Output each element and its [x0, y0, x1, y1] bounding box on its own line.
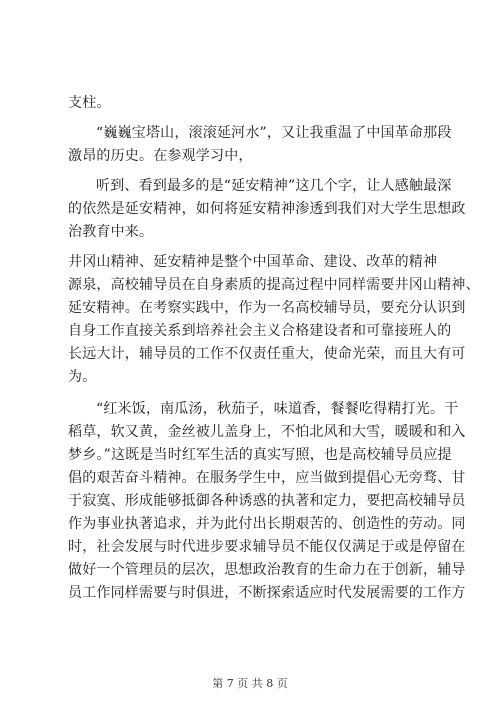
text-line: 作为事业执著追求，并为此付出长期艰苦的、创造性的劳动。同 [68, 516, 466, 532]
text-line: 支柱。 [68, 95, 111, 111]
text-line: 自身工作直接关系到培养社会主义合格建设者和可靠接班人的 [68, 323, 452, 339]
text-line: 做好一个管理员的层次，思想政治教育的生命力在于创新，辅导 [68, 562, 466, 578]
text-line: 听到、看到最多的是“延安精神”这几个字，让人感触最深 [96, 178, 452, 194]
text-line: 稻草，软又黄，金丝被儿盖身上，不怕北风和大雪，暖暖和和入 [68, 424, 466, 440]
text-line: 激昂的历史。在参观学习中， [68, 148, 253, 164]
text-line: 井冈山精神、延安精神是整个中国革命、建设、改革的精神 [68, 254, 438, 270]
text-line: 于寂寞、形成能够抵御各种诱惑的执著和定力，要把高校辅导员 [68, 493, 466, 509]
text-line: “巍巍宝塔山，滚滚延河水”，又让我重温了中国革命那段 [96, 125, 452, 141]
text-line: “红米饭，南瓜汤，秋茄子，味道香，餐餐吃得精打光。干 [96, 401, 459, 417]
text-line: 治教育中来。 [68, 224, 154, 240]
text-line: 员工作同样需要与时俱进，不断探索适应时代发展需要的工作方 [68, 585, 466, 601]
text-line: 梦乡。”这既是当时红军生活的真实写照，也是高校辅导员应提 [68, 447, 452, 463]
text-line: 时，社会发展与时代进步要求辅导员不能仅仅满足于或是停留在 [68, 539, 466, 555]
page-number-footer: 第 7 页 共 8 页 [212, 677, 288, 690]
text-line: 长远大计，辅导员的工作不仅责任重大，使命光荣，而且大有可 [68, 346, 466, 362]
text-line: 倡的艰苦奋斗精神。在服务学生中，应当做到提倡心无旁骛、甘 [68, 470, 466, 486]
text-line: 延安精神。在考察实践中，作为一名高校辅导员，要充分认识到 [68, 300, 466, 316]
text-line: 的依然是延安精神，如何将延安精神渗透到我们对大学生思想政 [68, 201, 466, 217]
text-line: 为。 [68, 369, 97, 385]
text-line: 源泉，高校辅导员在自身素质的提高过程中同样需要井冈山精神、 [68, 277, 480, 293]
